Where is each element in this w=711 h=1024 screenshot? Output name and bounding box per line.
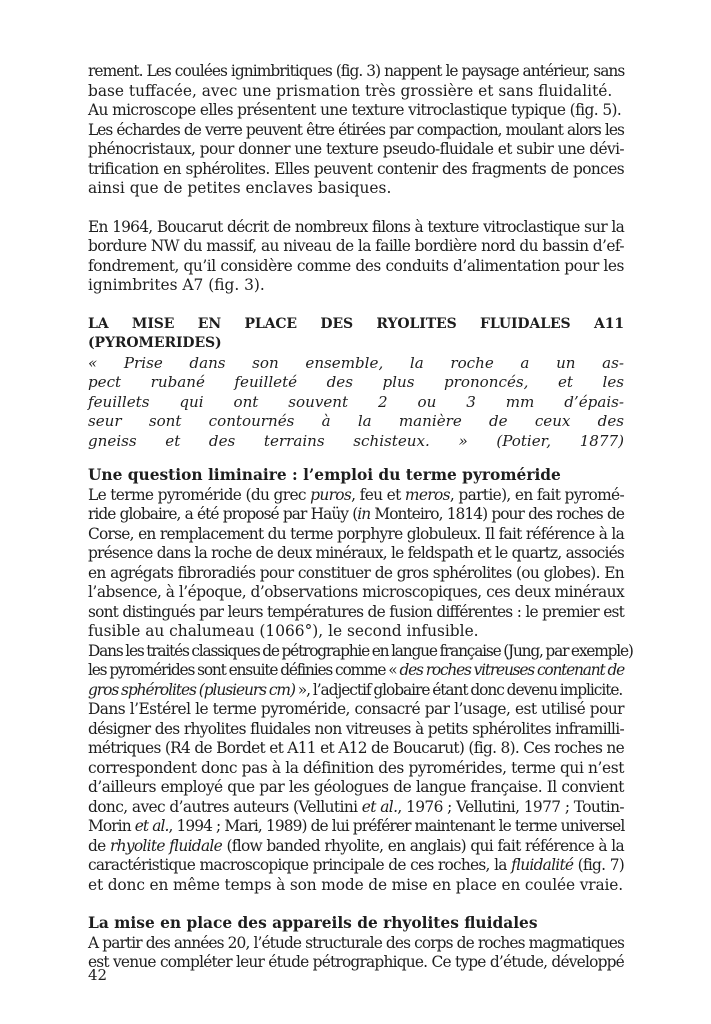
text-line: Le terme pyroméride (du grec puros, feu et meros, partie), en fait pyromé- (88, 485, 625, 504)
epigraph-quote (88, 354, 624, 452)
text-line: Dans l’Estérel le terme pyroméride, consacré par l’usage, est utilisé pour (88, 700, 624, 718)
section-heading: LA MISE EN PLACE DES RYOLITES FLUIDALES A11 (PYROMERIDES) (88, 315, 624, 351)
text-line: Les échardes de verre peuvent être étirées par compaction, moulant alors les (88, 120, 624, 139)
paragraph-boucarut-1964 (88, 218, 624, 296)
text-line: En 1964, Boucarut décrit de nombreux filons à texture vitroclastique sur la (88, 217, 624, 236)
text-line: les pyromérides sont ensuite définies comme « des roches vitreuses contenant de (88, 661, 625, 679)
text-line: de rhyolite fluidale (flow banded rhyolite, en anglais) qui fait référence à la (88, 836, 624, 855)
text-line: trification en sphérolites. Elles peuvent contenir des fragments de ponces (88, 159, 624, 178)
text-line: présence dans la roche de deux minéraux, le feldspath et le quartz, associés (88, 544, 624, 562)
text-line: phénocristaux, pour donner une texture pseudo-fluidale et subir une dévi- (88, 140, 624, 158)
quote-line: gneiss et des terrains schisteux. » (Potier, 1877) (88, 431, 624, 450)
text-line: bordure NW du massif, au niveau de la faille bordière nord du bassin d’ef- (88, 237, 624, 255)
text-line: base tuffacée, avec une prismation très grossière et sans fluidalité. (88, 81, 613, 100)
paragraph-structural-study (88, 934, 624, 973)
text-line: ignimbrites A7 (fig. 3). (88, 276, 265, 294)
text-line: Dans les traités classiques de pétrographie en langue française (Jung, par exemple) (88, 641, 633, 660)
text-line: désigner des rhyolites fluidales non vitreuses à petits sphérolites inframilli- (88, 719, 624, 738)
text-line: l’absence, à l’époque, d’observations microscopiques, ces deux minéraux (88, 583, 625, 601)
text-line: sont distingués par leurs températures de fusion différentes : le premier est (88, 602, 624, 621)
text-line: correspondent donc pas à la définition des pyromérides, terme qui n’est (88, 758, 624, 777)
text-line: ainsi que de petites enclaves basiques. (88, 179, 392, 197)
text-line: d’ailleurs employé que par les géologues de langue française. Il convient (88, 778, 624, 796)
text-line: donc, avec d’autres auteurs (Vellutini et al., 1976 ; Vellutini, 1977 ; Toutin- (88, 797, 624, 816)
paragraph-microscope (88, 101, 624, 199)
quote-line: seur sont contournés à la manière de ceux des (88, 412, 624, 430)
text-line: métriques (R4 de Bordet et A11 et A12 de Boucarut) (fig. 8). Ces roches ne (88, 739, 624, 757)
quote-line: « Prise dans son ensemble, la roche a un as- (88, 353, 624, 372)
text-line: fusible au chalumeau (1066°), le second infusible. (88, 622, 479, 640)
text-line: fondrement, qu’il considère comme des conduits d’alimentation pour les (88, 256, 624, 275)
subheading-terminology: Une question liminaire : l’emploi du terme pyroméride (88, 466, 561, 484)
page-number: 42 (88, 966, 108, 984)
text-line: Au microscope elles présentent une texture vitroclastique typique (fig. 5). (88, 101, 622, 119)
text-line: Morin et al., 1994 ; Mari, 1989) de lui préférer maintenant le terme universel (88, 817, 625, 835)
paragraph-classic-treatises (88, 641, 633, 701)
text-line: et donc en même temps à son mode de mise en place en coulée vraie. (88, 875, 623, 894)
text-line: rement. Les coulées ignimbritiques (fig. 3) nappent le paysage antérieur, sans (88, 62, 625, 80)
paragraph-pyromeride-term (88, 486, 624, 642)
text-line: caractéristique macroscopique principale de ces roches, la fluidalité (fig. 7) (88, 856, 624, 874)
paragraph-esterel (88, 700, 624, 895)
text-line: A partir des années 20, l’étude structurale des corps de roches magmatiques (88, 933, 624, 952)
paragraph-ignimbrite-flows (88, 62, 624, 101)
body-text (88, 62, 633, 973)
text-line: ride globaire, a été proposé par Haüy (in Monteiro, 1814) pour des roches de (88, 505, 625, 523)
quote-line: pect rubané feuilleté des plus prononcés, et les (88, 373, 624, 391)
subheading-emplacement: La mise en place des appareils de rhyolites fluidales (88, 914, 538, 932)
text-line: est venue compléter leur étude pétrographique. Ce type d’étude, développé (88, 953, 624, 971)
text-line: en agrégats fibroradiés pour constituer de gros sphérolites (ou globes). En (88, 563, 624, 582)
quote-line: feuillets qui ont souvent 2 ou 3 mm d’épais- (88, 392, 624, 411)
text-line: gros sphérolites (plusieurs cm) », l’adjectif globaire étant donc devenu implicite. (88, 680, 623, 699)
text-line: Corse, en remplacement du terme porphyre globuleux. Il fait référence à la (88, 524, 624, 543)
